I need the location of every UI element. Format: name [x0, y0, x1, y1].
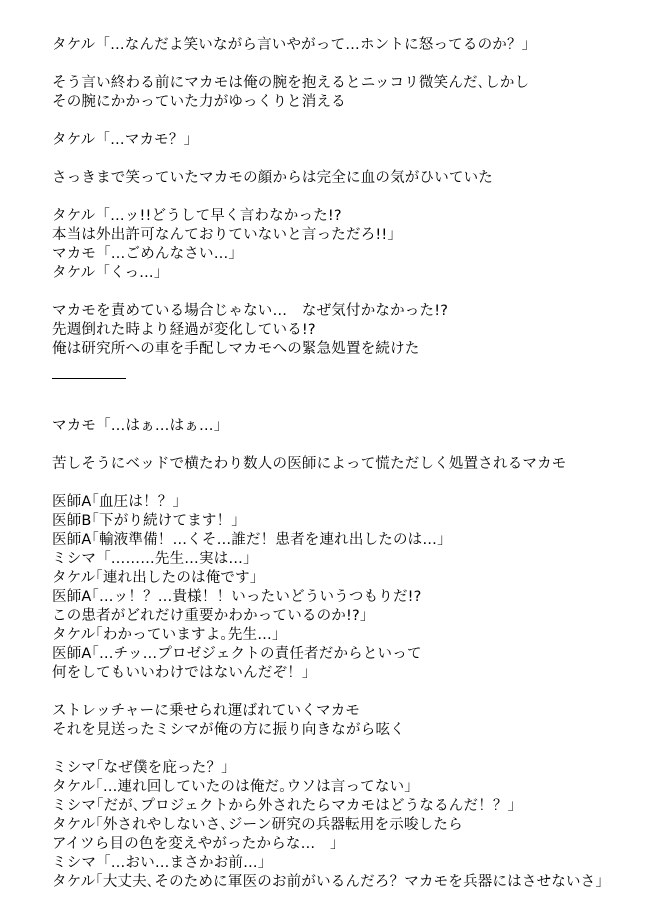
- text-line: 先週倒れた時より経過が変化している!?: [52, 322, 316, 338]
- spacer: [52, 379, 642, 398]
- text-line: 医師B｢下がり続けてます！」: [52, 513, 246, 529]
- paragraph-gap: [52, 436, 642, 455]
- paragraph: [52, 207, 642, 283]
- paragraph-gap: [52, 683, 642, 702]
- text-line: 医師A｢輸液準備！…くそ…誰だ！患者を連れ出したのは…」: [52, 532, 452, 548]
- text-line: 本当は外出許可なんておりていないと言っただろ!!」: [52, 227, 403, 243]
- text-line: タケル｢わかっていますよ｡先生…」: [52, 627, 287, 643]
- paragraph-gap: [52, 283, 642, 302]
- spacer: [52, 359, 642, 378]
- section-1: [52, 36, 642, 359]
- text-line: その腕にかかっていた力がゆっくりと消える: [52, 94, 346, 110]
- text-line: そう言い終わる前にマカモは俺の腕を抱えるとニッコリ微笑んだ､しかし: [52, 75, 530, 91]
- text-line: それを見送ったミシマが俺の方に振り向きながら呟く: [52, 722, 405, 738]
- text-line: 医師A｢血圧は！？」: [52, 494, 188, 510]
- text-line: 苦しそうにベッドで横たわり数人の医師によって慌ただしく処置されるマカモ: [52, 456, 567, 472]
- paragraph: [52, 302, 642, 359]
- text-line: 何をしてもいいわけではないんだぞ！」: [52, 665, 317, 681]
- text-line: マカモ「…ごめんなさい…」: [52, 246, 244, 262]
- paragraph-gap: [52, 55, 642, 74]
- paragraph: [52, 169, 642, 188]
- text-line: タケル「…マカモ？」: [52, 132, 199, 148]
- paragraph-gap: [52, 474, 642, 493]
- text-line: タケル｢…連れ回していたのは俺だ｡ウソは言ってない」: [52, 779, 419, 795]
- section-2: [52, 417, 642, 892]
- text-line: タケル｢大丈夫､そのために軍医のお前がいるんだろ？マカモを兵器にはさせないさ」: [52, 874, 611, 890]
- paragraph-gap: [52, 188, 642, 207]
- text-line: 医師A｢…チッ…プロゼジェクトの責任者だからといって: [52, 646, 422, 662]
- paragraph: [52, 702, 642, 740]
- text-line: アイツら目の色を変えやがったからな… 」: [52, 836, 345, 852]
- paragraph-gap: [52, 150, 642, 169]
- paragraph: [52, 131, 642, 150]
- text-line: 医師A｢…ッ！？…貴様！！いったいどういうつもりだ!?: [52, 589, 422, 605]
- text-line: 俺は研究所への車を手配しマカモへの緊急処置を続けた: [52, 341, 420, 357]
- text-line: ミシマ｢なぜ僕を庇った？」: [52, 760, 236, 776]
- text-line: ミシマ「………先生…実は…」: [52, 551, 258, 567]
- text-line: タケル｢連れ出したのは俺です」: [52, 570, 265, 586]
- paragraph: [52, 74, 642, 112]
- text-line: マカモ「…はぁ…はぁ…」: [52, 418, 229, 434]
- paragraph: [52, 455, 642, 474]
- text-line: ミシマ「…おい…まさかお前…」: [52, 855, 273, 871]
- paragraph: [52, 36, 642, 55]
- text-line: タケル「くっ…」: [52, 265, 169, 281]
- text-line: タケル｢外されやしないさ､ジーン研究の兵器転用を示唆したら: [52, 817, 463, 833]
- text-line: マカモを責めている場合じゃない… なぜ気付かなかった!?: [52, 303, 449, 319]
- text-line: ミシマ｢だが､プロジェクトから外されたらマカモはどうなるんだ！？」: [52, 798, 523, 814]
- text-line: ストレッチャーに乗せられ運ばれていくマカモ: [52, 703, 361, 719]
- text-line: さっきまで笑っていたマカモの顔からは完全に血の気がひいていた: [52, 170, 493, 186]
- text-line: タケル「…ッ!!どうして早く言わなかった!?: [52, 208, 342, 224]
- paragraph: [52, 417, 642, 436]
- paragraph: [52, 493, 642, 683]
- paragraph-gap: [52, 112, 642, 131]
- text-line: タケル「…なんだよ笑いながら言いやがって…ホントに怒ってるのか？」: [52, 37, 537, 53]
- text-line: この患者がどれだけ重要かわかっているのか!?」: [52, 608, 375, 624]
- paragraph: [52, 759, 642, 892]
- spacer: [52, 398, 642, 417]
- paragraph-gap: [52, 740, 642, 759]
- document-page: [52, 36, 642, 892]
